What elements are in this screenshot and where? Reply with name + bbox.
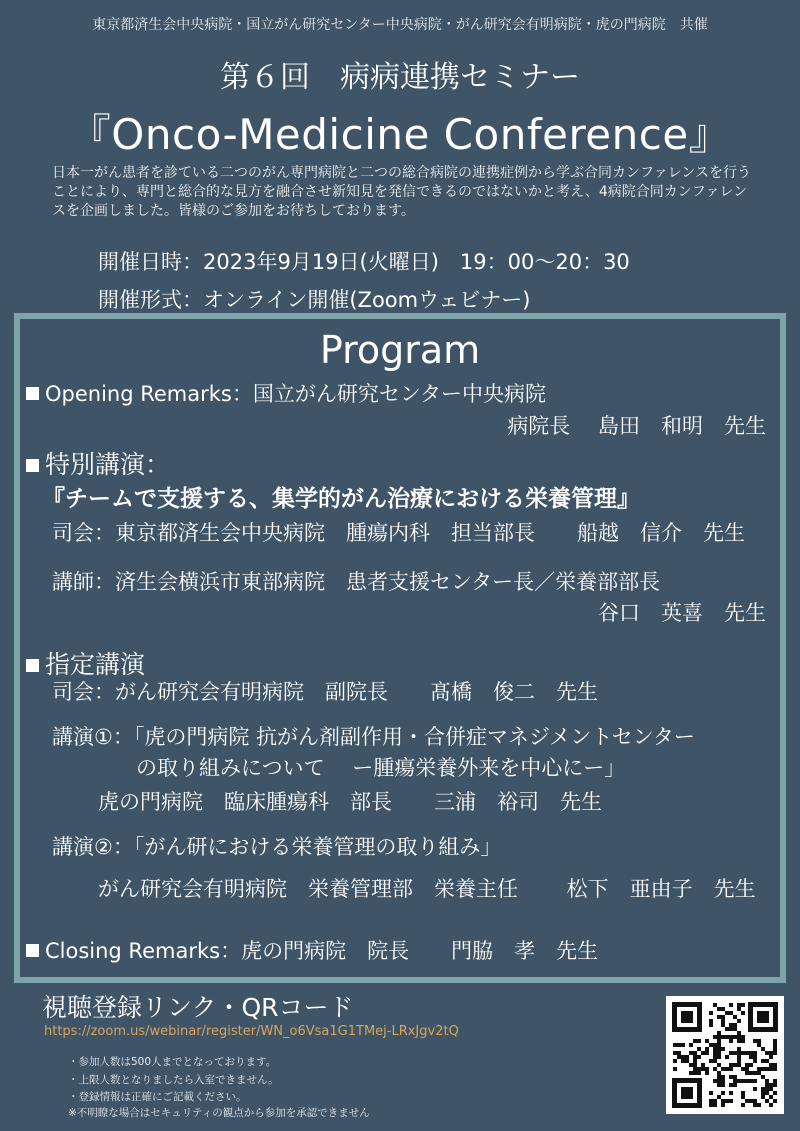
opening-remarks-text: Opening Remarks：国立がん研究センター中央病院 <box>45 382 547 406</box>
qr-code-icon[interactable] <box>666 996 784 1114</box>
designated-lecture-heading-text: 指定講演 <box>45 650 146 679</box>
note-4: ※不明瞭な場合はセキュリティの観点から参加を承認できません <box>68 1107 370 1119</box>
closing-remarks <box>26 935 598 965</box>
special-lecture-heading-text: 特別講演： <box>45 450 171 479</box>
conference-title: 『Onco-Medicine Conference』 <box>68 110 732 159</box>
special-lecture-heading <box>26 445 170 481</box>
square-bullet-icon <box>26 459 39 472</box>
organizers-line: 東京都済生会中央病院・国立がん研究センター中央病院・がん研究会有明病院・虎の門病院 共催 <box>92 17 708 33</box>
note-3: ・登録情報は正確にご記載ください。 <box>68 1091 247 1103</box>
lecture2-title: 講演②：「がん研における栄養管理の取り組み」 <box>52 835 502 859</box>
designated-lecture-chair: 司会：がん研究会有明病院 副院長 髙橋 俊二 先生 <box>52 680 598 704</box>
opening-remarks <box>26 378 546 408</box>
square-bullet-icon <box>26 387 39 400</box>
lecture1-speaker: 虎の門病院 臨床腫瘍科 部長 三浦 裕司 先生 <box>98 790 602 814</box>
square-bullet-icon <box>26 659 39 672</box>
special-lecture-lecturer: 講師：済生会横浜市東部病院 患者支援センター長／栄養部部長 <box>52 570 661 594</box>
qr-code-graphic <box>666 996 784 1114</box>
note-2: ・上限人数となりましたら入室できません。 <box>68 1074 279 1086</box>
event-date: 開催日時：2023年9月19日(火曜日) 19：00～20：30 <box>98 250 630 274</box>
program-title: Program <box>319 328 481 372</box>
special-lecture-lecturer-name: 谷口 英喜 先生 <box>598 601 766 625</box>
event-format: 開催形式：オンライン開催(Zoomウェビナー) <box>98 288 531 312</box>
intro-paragraph: 日本一がん患者を診ている二つのがん専門病院と二つの総合病院の連携症例から学ぶ合同カンファレンスを行うことにより、専門と総合的な見方を融合させ新知見を発信できるのではないかと考え、4病院合同カンファレンスを企画しました。皆様のご参加をお待ちしております。 <box>52 165 751 219</box>
opening-speaker: 病院長 島田 和明 先生 <box>507 414 766 438</box>
square-bullet-icon <box>26 944 39 957</box>
lecture1-title: 講演①：「虎の門病院 抗がん剤副作用・合併症マネジメントセンター <box>52 725 695 749</box>
lecture2-speaker: がん研究会有明病院 栄養管理部 栄養主任 松下 亜由子 先生 <box>98 877 756 901</box>
special-lecture-chair: 司会：東京都済生会中央病院 腫瘍内科 担当部長 船越 信介 先生 <box>52 521 745 545</box>
registration-heading: 視聴登録リンク・QRコード <box>42 993 354 1022</box>
special-lecture-title: 『チームで支援する、集学的がん治療における栄養管理』 <box>42 486 640 512</box>
closing-remarks-text: Closing Remarks：虎の門病院 院長 門脇 孝 先生 <box>45 939 599 963</box>
note-1: ・参加人数は500人までとなっております。 <box>68 1056 277 1068</box>
lecture1-title-cont: の取り組みについて ー腫瘍栄養外来を中心にー」 <box>136 756 626 780</box>
seminar-title: 第６回 病病連携セミナー <box>220 60 580 95</box>
registration-link[interactable]: https://zoom.us/webinar/register/WN_o6Vsa1G1TMej-LRxJgv2tQ <box>44 1024 459 1039</box>
